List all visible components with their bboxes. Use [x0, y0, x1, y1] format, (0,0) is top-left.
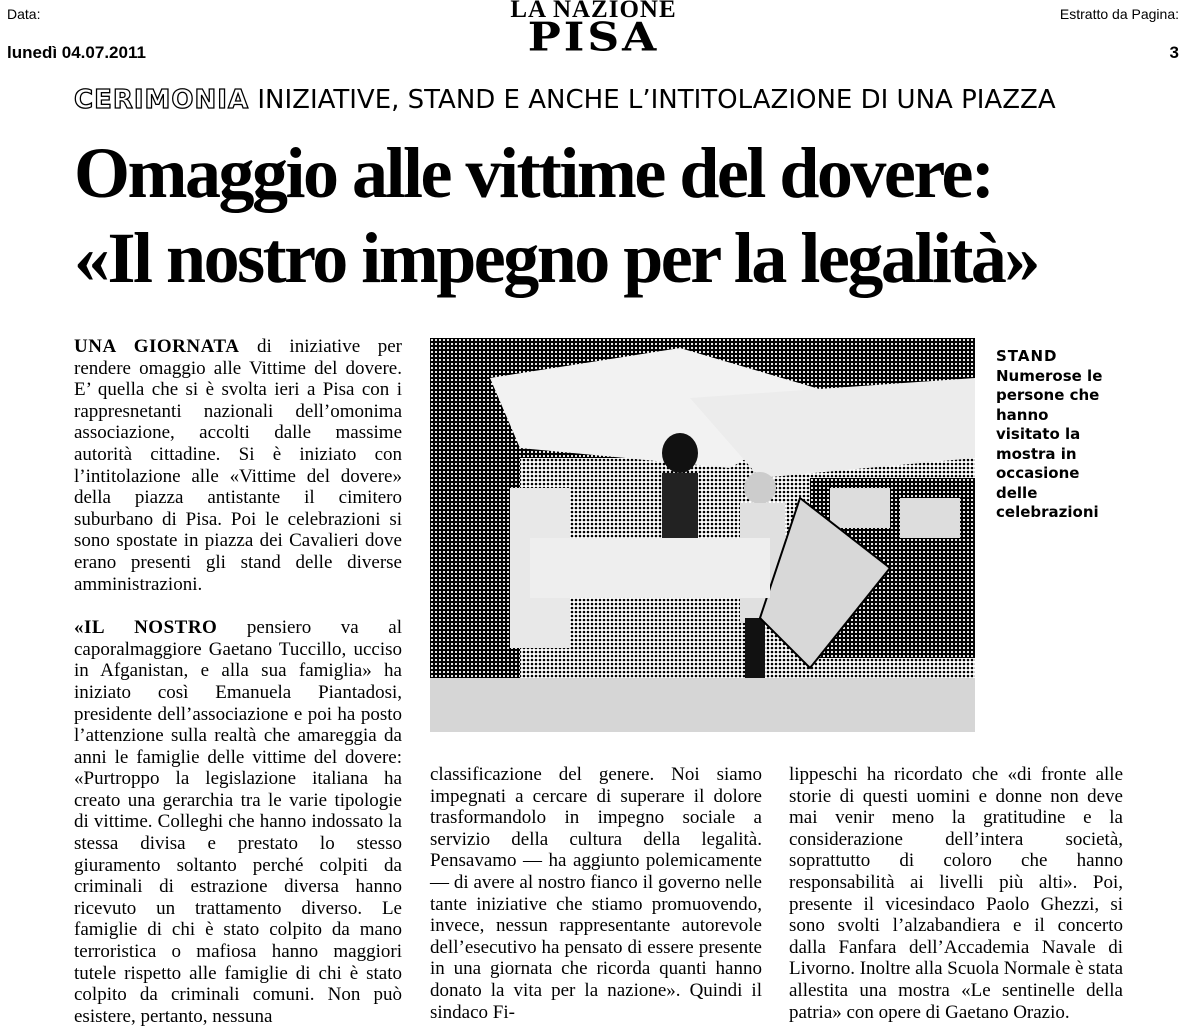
- masthead-title: LA NAZIONE: [510, 0, 677, 23]
- date-label: Data:: [7, 6, 41, 22]
- headline-line-2: «Il nostro impegno per la legalità»: [74, 218, 1038, 298]
- paragraph-2-text: pensiero va al caporalmaggiore Gaetano Tuccillo, ucciso in Afganistan, e alla sua famiglia» ha iniziato così Emanuela Piantadosi, presidente dell’associazione e poi ha posto l’attenzione sulla realtà che amareggia da anni le famiglie delle vittime del dovere: «Purtroppo la legislazione italiana ha creato una gerarchia tra le varie tipologie di vittime. Colleghi che hanno indossato la stessa divisa e prestato lo stesso giuramento soltanto perché colpiti da criminali di estrazione diversa hanno ricevuto un trattamento diverso. Le famiglie di chi è stato colpito da mano terroristica o mafiosa hanno maggiori tutele rispetto alle famiglie di chi è stato colpito da criminali comuni. Non può esistere, pertanto, nessuna: [74, 617, 403, 1027]
- article-column-2: [430, 764, 762, 1023]
- paragraph-1-text: di iniziative per rendere omaggio alle Vittime del dovere. E’ quella che si è svolta ieri a Pisa con i rappresnetanti nazionali dell’omonima associazione, accolti dalle massime autorità cittadine. Si è iniziato con l’intitolazione alle «Vittime del dovere» della piazza antistante il cimitero suburbano di Pisa. Poi le celebrazioni si sono spostate in piazza dei Cavalieri dove erano presenti gli stand delle diverse amministrazioni.: [74, 336, 402, 595]
- paragraph-2: [74, 617, 402, 1027]
- article-column-1: [74, 336, 402, 1027]
- caption-text: Numerose le persone che hanno visitato la mostra in occasione delle celebrazioni: [996, 366, 1103, 521]
- column-2-text: classificazione del genere. Noi siamo impegnati a cercare di superare il dolore trasformandolo in impegno sociale a servizio della cultura della legalità. Pensavamo — ha aggiunto polemicamente — di avere al nostro fianco il governo nelle tante iniziative che stiamo promuovendo, invece, nessun rappresentante autorevole dell’esecutivo ha pensato di essere presente in una giornata che ricorda quanti hanno donato la vita per la nazione». Quindi il sindaco Fi-: [430, 764, 762, 1023]
- column-3-text: lippeschi ha ricordato che «di fronte alle storie di questi uomini e donne non deve mai venir meno la gratitudine e la considerazione dell’intera società, soprattutto di coloro che hanno responsabilità ai livelli più alti». Poi, presente il vicesindaco Paolo Ghezzi, si sono svolti l’alzabandiera e il concerto dalla Fanfara dell’Accademia Navale di Livorno. Inoltre alla Scuola Normale è stata allestita una mostra «Le sentinelle della patria» con opere di Gaetano Orazio.: [789, 764, 1123, 1023]
- page-label: Estratto da Pagina:: [1059, 6, 1179, 22]
- article-kicker: [74, 84, 1056, 116]
- date-value: lunedì 04.07.2011: [7, 43, 146, 62]
- paragraph-2-lead: «IL NOSTRO: [74, 617, 218, 639]
- headline-line-1: Omaggio alle vittime del dovere:: [74, 133, 993, 213]
- kicker-text: INIZIATIVE, STAND E ANCHE L’INTITOLAZIONE DI UNA PIAZZA: [257, 85, 1056, 115]
- kicker-category: CERIMONIA: [74, 85, 250, 115]
- page-number: 3: [1169, 43, 1179, 62]
- photo-stand-scene: [430, 338, 975, 732]
- caption-title: STAND: [996, 347, 1058, 365]
- paragraph-1-lead: UNA GIORNATA: [74, 336, 240, 357]
- paragraph-1: [74, 336, 402, 595]
- photo-caption: [996, 347, 1176, 523]
- article-column-3: [789, 764, 1123, 1023]
- masthead-city: PISA: [527, 14, 660, 61]
- article-photo: [430, 338, 975, 732]
